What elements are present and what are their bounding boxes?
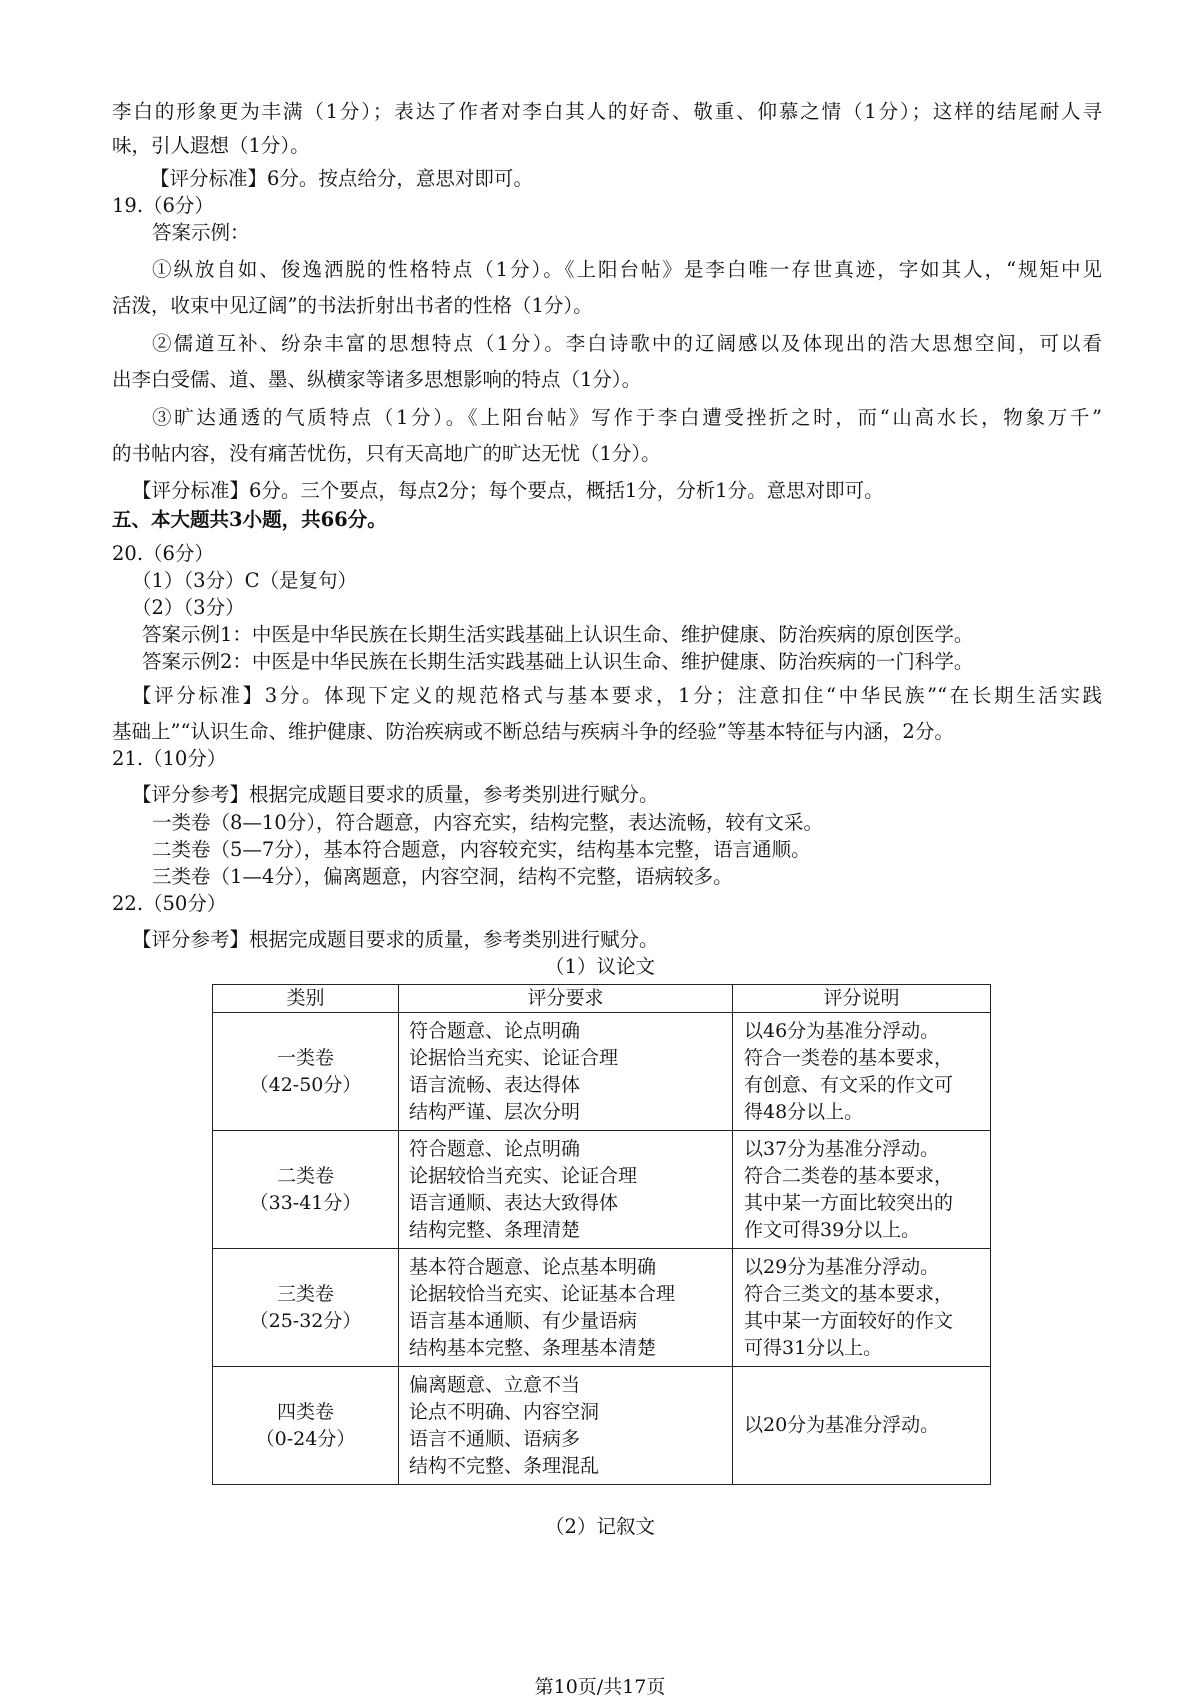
note-line: 符合二类卷的基本要求，	[744, 1164, 954, 1187]
sub-question: （1）（3分）C（是复句）	[132, 569, 357, 592]
notes-cell	[733, 1131, 991, 1249]
category-name: 三类卷	[276, 1282, 334, 1305]
category-name: 一类卷	[276, 1046, 334, 1069]
requirement-line: 符合题意、论点明确	[409, 1019, 581, 1042]
category-description: 一类卷（8—10分），符合题意，内容充实，结构完整，表达流畅，较有文采。	[152, 811, 823, 834]
requirement-line: 语言通顺、表达大致得体	[409, 1191, 619, 1214]
requirements-cell	[399, 1249, 733, 1367]
answer-example: 答案示例2：中医是中华民族在长期生活实践基础上认识生命、维护健康、防治疾病的一门科学。	[142, 650, 974, 673]
requirement-line: 符合题意、论点明确	[409, 1137, 581, 1160]
requirement-line: 结构严谨、层次分明	[409, 1100, 581, 1123]
requirement-line: 结构基本完整、条理基本清楚	[409, 1336, 657, 1359]
category-description: 三类卷（1—4分），偏离题意，内容空洞，结构不完整，语病较多。	[152, 865, 733, 888]
note-line: 其中某一方面比较突出的	[744, 1191, 954, 1214]
question-number: 20.（6分）	[112, 542, 214, 565]
requirements-cell	[399, 1131, 733, 1249]
requirement-line: 语言基本通顺、有少量语病	[409, 1309, 638, 1332]
requirement-line: 偏离题意、立意不当	[409, 1373, 581, 1396]
requirement-line: 结构完整、条理清楚	[409, 1218, 581, 1241]
category-description: 二类卷（5—7分），基本符合题意，内容较充实，结构基本完整，语言通顺。	[152, 838, 811, 861]
note-line: 以46分为基准分浮动。	[744, 1019, 940, 1042]
question-number: 22.（50分）	[112, 892, 227, 915]
question-number: 19.（6分）	[112, 194, 214, 217]
scoring-standard: 【评分标准】6分。按点给分，意思对即可。	[150, 167, 533, 190]
table-row	[213, 1249, 991, 1367]
note-line: 可得31分以上。	[744, 1336, 883, 1359]
note-line: 得48分以上。	[744, 1100, 864, 1123]
category-cell	[213, 1013, 399, 1131]
table-row	[213, 1367, 991, 1485]
note-line: 作文可得39分以上。	[744, 1218, 921, 1241]
requirement-line: 语言流畅、表达得体	[409, 1073, 581, 1096]
note-line: 以29分为基准分浮动。	[744, 1255, 940, 1278]
answer-example: 答案示例1：中医是中华民族在长期生活实践基础上认识生命、维护健康、防治疾病的原创医学。	[142, 623, 974, 646]
category-cell	[213, 1367, 399, 1485]
requirement-line: 论据较恰当充实、论证基本合理	[409, 1282, 676, 1305]
scoring-table	[212, 984, 991, 1485]
table-row	[213, 1013, 991, 1131]
section-subtitle: （2）记叙文	[545, 1515, 655, 1538]
category-range: （25-32分）	[249, 1309, 362, 1332]
answer-example-label: 答案示例：	[152, 221, 250, 244]
sub-question: （2）（3分）	[132, 596, 245, 619]
header-requirements: 评分要求	[399, 985, 733, 1013]
header-category: 类别	[213, 985, 399, 1013]
requirement-line: 论据恰当充实、论证合理	[409, 1046, 619, 1069]
table-header-row	[213, 985, 991, 1013]
category-range: （0-24分）	[255, 1427, 356, 1450]
requirement-line: 基本符合题意、论点基本明确	[409, 1255, 657, 1278]
requirement-line: 结构不完整、条理混乱	[409, 1454, 600, 1477]
page-number: 第10页/共17页	[534, 1676, 666, 1698]
note-line: 以20分为基准分浮动。	[744, 1414, 940, 1436]
category-cell	[213, 1131, 399, 1249]
answer-point: ③旷达通透的气质特点（1分）。《上阳台帖》写作于李白遭受挫折之时，而“山高水长，物象万千”	[152, 406, 1102, 429]
notes-cell	[733, 1013, 991, 1131]
category-name: 四类卷	[276, 1400, 334, 1423]
notes-cell	[733, 1367, 991, 1485]
requirements-cell	[399, 1367, 733, 1485]
table-row	[213, 1131, 991, 1249]
answer-point: ②儒道互补、纷杂丰富的思想特点（1分）。李白诗歌中的辽阔感以及体现出的浩大思想空间，可以看	[152, 332, 1102, 355]
note-line: 有创意、有文采的作文可	[744, 1073, 954, 1096]
requirement-line: 论点不明确、内容空洞	[409, 1400, 600, 1423]
requirement-line: 语言不通顺、语病多	[409, 1427, 581, 1450]
notes-cell	[733, 1249, 991, 1367]
section-heading: 五、本大题共3小题，共66分。	[112, 508, 387, 531]
header-notes: 评分说明	[733, 985, 991, 1013]
answer-point: 的书帖内容，没有痛苦忧伤，只有天高地广的旷达无忧（1分）。	[112, 442, 661, 465]
answer-point: 出李白受儒、道、墨、纵横家等诸多思想影响的特点（1分）。	[112, 368, 642, 391]
table-title: （1）议论文	[545, 955, 655, 978]
requirement-line: 论据较恰当充实、论证合理	[409, 1164, 638, 1187]
answer-point: 活泼，收束中见辽阔”的书法折射出书者的性格（1分）。	[112, 294, 593, 317]
note-line: 符合一类卷的基本要求，	[744, 1046, 954, 1069]
scoring-reference: 【评分参考】根据完成题目要求的质量，参考类别进行赋分。	[132, 928, 659, 951]
scoring-standard: 【评分标准】6分。三个要点，每点2分；每个要点，概括1分，分析1分。意思对即可。	[132, 479, 884, 502]
category-range: （42-50分）	[249, 1073, 362, 1096]
category-range: （33-41分）	[249, 1191, 362, 1214]
category-cell	[213, 1249, 399, 1367]
paragraph-line: 李白的形象更为丰满（1分）；表达了作者对李白其人的好奇、敬重、仰慕之情（1分）；这样的结尾耐人寻	[112, 100, 1102, 123]
note-line: 符合三类文的基本要求，	[744, 1282, 954, 1305]
paragraph-line: 味，引人遐想（1分）。	[112, 134, 310, 157]
requirements-cell	[399, 1013, 733, 1131]
category-name: 二类卷	[276, 1164, 334, 1187]
note-line: 以37分为基准分浮动。	[744, 1137, 940, 1160]
scoring-standard: 【评分标准】3分。体现下定义的规范格式与基本要求，1分；注意扣住“中华民族”“在长期生活实践	[132, 684, 1102, 707]
answer-point: ①纵放自如、俊逸洒脱的性格特点（1分）。《上阳台帖》是李白唯一存世真迹，字如其人，“规矩中见	[152, 258, 1102, 281]
note-line: 其中某一方面较好的作文	[744, 1309, 954, 1332]
scoring-standard: 基础上”“认识生命、维护健康、防治疾病或不断总结与疾病斗争的经验”等基本特征与内涵，2分。	[112, 720, 954, 743]
question-number: 21.（10分）	[112, 747, 227, 770]
scoring-reference: 【评分参考】根据完成题目要求的质量，参考类别进行赋分。	[132, 783, 659, 806]
